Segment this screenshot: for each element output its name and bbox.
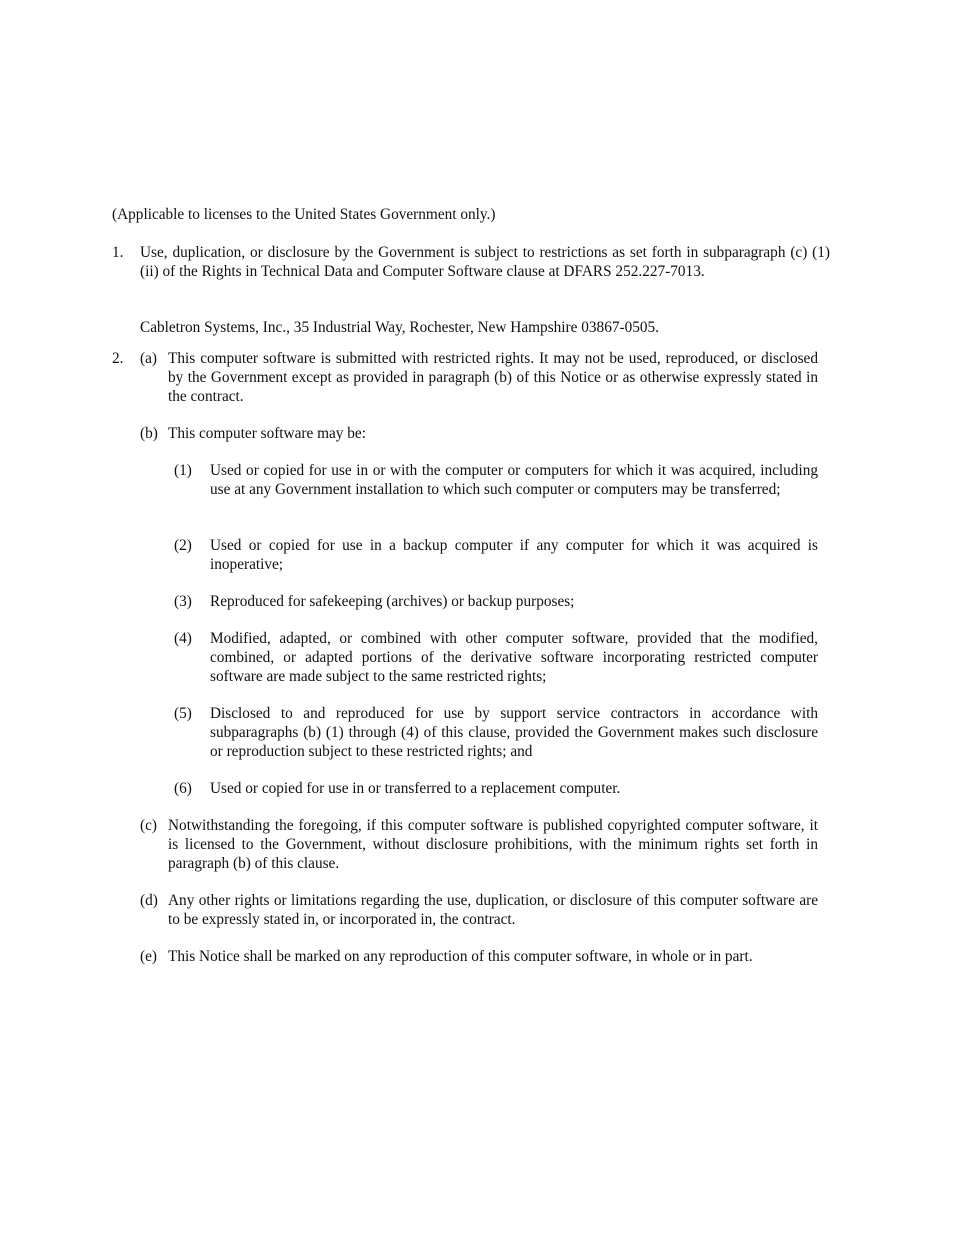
subparagraph-e-text: This Notice shall be marked on any reproduction of this computer software, in whole or in part. [168,948,753,965]
subparagraph-b-text: This computer software may be: [168,425,366,442]
subparagraph-c-label: (c) [140,817,157,834]
item-6-text: Used or copied for use in or transferred to a replacement computer. [210,780,621,797]
item-3-text: Reproduced for safekeeping (archives) or backup purposes; [210,593,575,610]
subparagraph-c-text: Notwithstanding the foregoing, if this computer software is published copyrighted computer software, it is licensed to the Government, without disclosure prohibitions, with the minimum rights set forth in paragraph (b) of this clause. [168,817,818,872]
item-2-label: (2) [174,537,192,554]
item-1-label: (1) [174,462,192,479]
item-1-text: Used or copied for use in or with the computer or computers for which it was acquired, including use at any Government installation to which such computer or computers may be transferred; [210,462,818,498]
item-4-text: Modified, adapted, or combined with other computer software, provided that the modified, combined, or adapted portions of the derivative software incorporating restricted computer software are made subject to the same restricted rights; [210,630,818,685]
subparagraph-a-label: (a) [140,350,157,367]
item-2-text: Used or copied for use in a backup computer if any computer for which it was acquired is inoperative; [210,537,818,573]
subparagraph-b-label: (b) [140,425,158,442]
item-3-label: (3) [174,593,192,610]
subparagraph-e-label: (e) [140,948,157,965]
company-address: Cabletron Systems, Inc., 35 Industrial Way, Rochester, New Hampshire 03867-0505. [140,319,660,336]
notice-intro: (Applicable to licenses to the United States Government only.) [112,206,496,223]
item-5-label: (5) [174,705,192,722]
paragraph-1-number: 1. [112,244,124,261]
item-6-label: (6) [174,780,192,797]
item-4-label: (4) [174,630,192,647]
subparagraph-a-text: This computer software is submitted with restricted rights. It may not be used, reproduced, or disclosed by the Government except as provided in paragraph (b) of this Notice or as otherwise expressly stated in the contract. [168,350,818,405]
paragraph-1-text: Use, duplication, or disclosure by the Government is subject to restrictions as set forth in subparagraph (c) (1) (ii) of the Rights in Technical Data and Computer Software clause at DFARS 252.227-7013. [140,244,830,280]
subparagraph-d-label: (d) [140,892,158,909]
paragraph-2-number: 2. [112,350,124,367]
subparagraph-d-text: Any other rights or limitations regarding the use, duplication, or disclosure of this computer software are to be expressly stated in, or incorporated in, the contract. [168,892,818,928]
item-5-text: Disclosed to and reproduced for use by support service contractors in accordance with subparagraphs (b) (1) through (4) of this clause, provided the Government makes such disclosure or reproduction subject to these restricted rights; and [210,705,818,760]
